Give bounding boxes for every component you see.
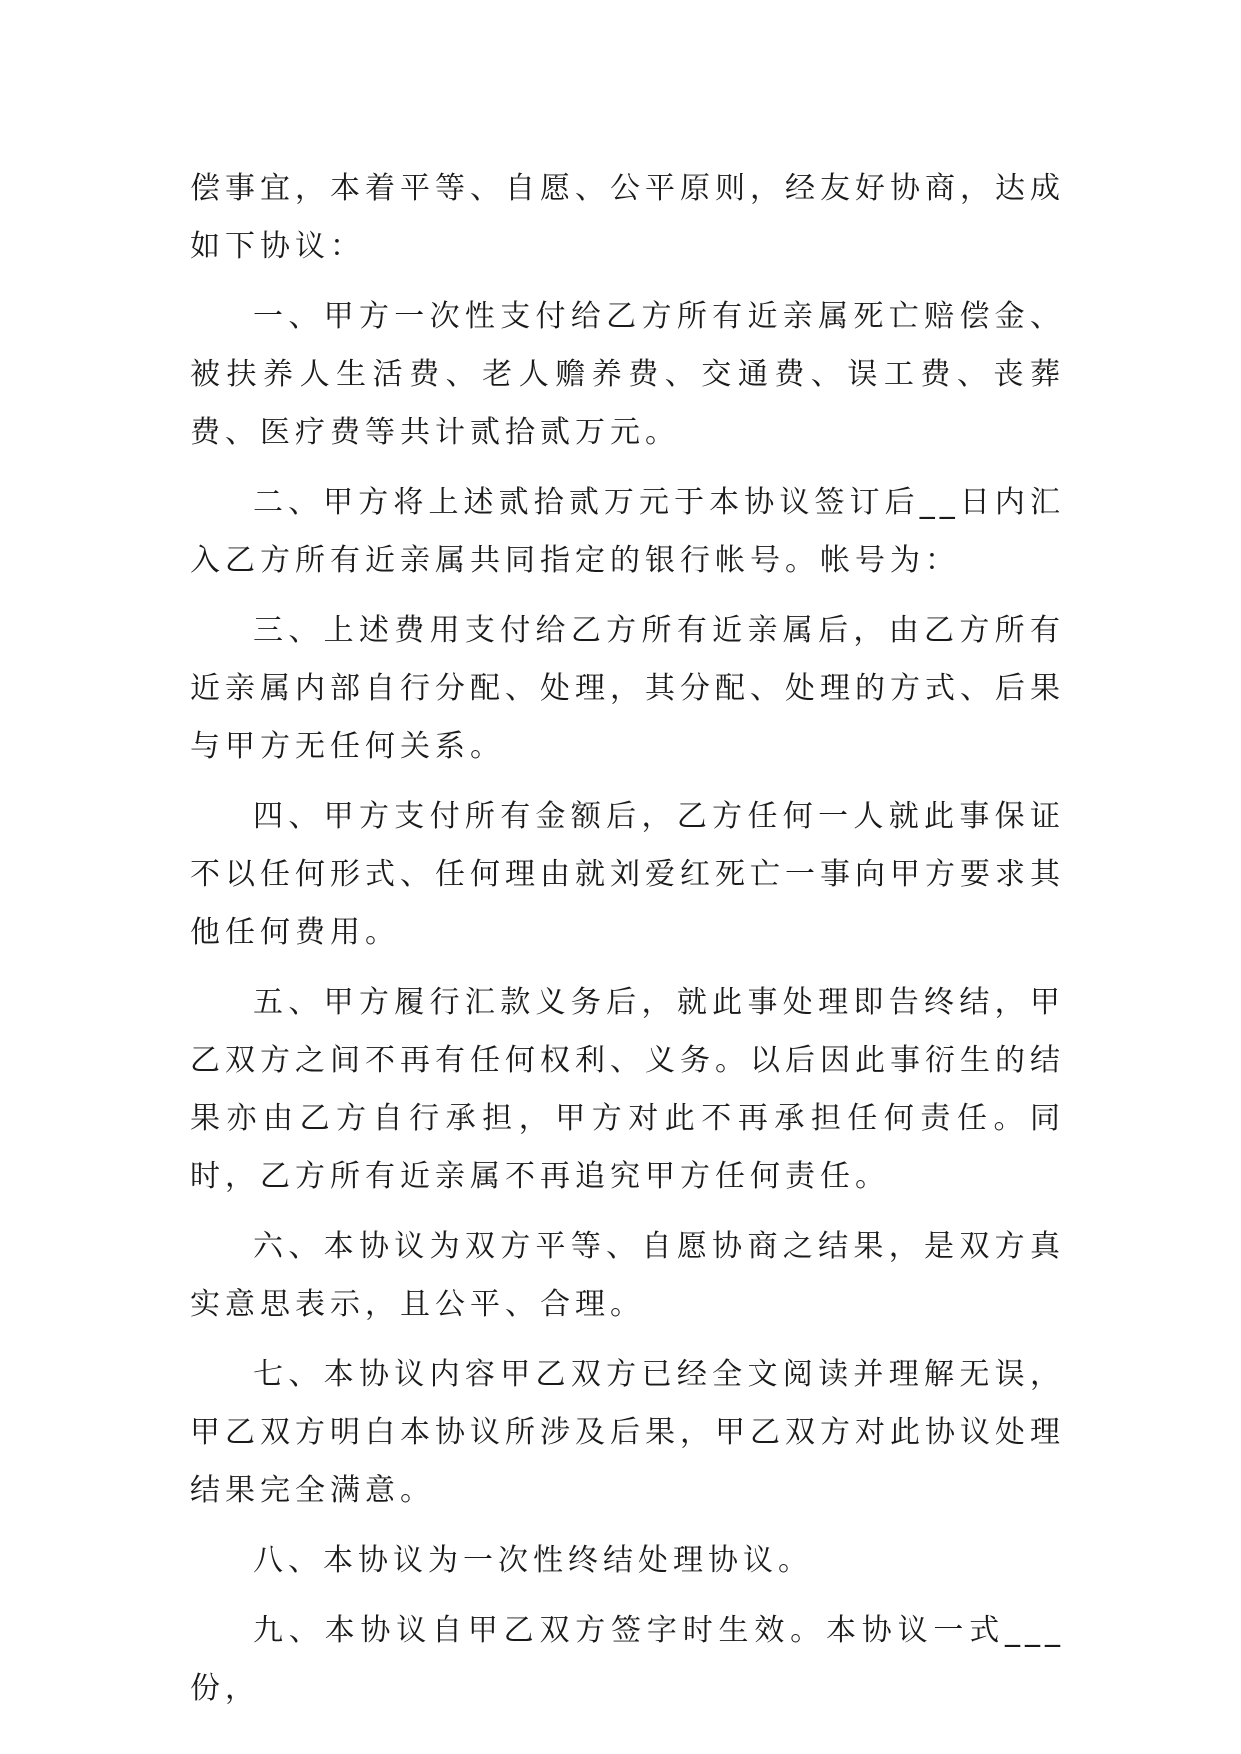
clause-2: 二、甲方将上述贰拾贰万元于本协议签订后__日内汇入乙方所有近亲属共同指定的银行帐号。帐号为： — [190, 485, 1065, 578]
clause-3: 三、上述费用支付给乙方所有近亲属后，由乙方所有近亲属内部自行分配、处理，其分配、处理的方式、后果与甲方无任何关系。 — [190, 613, 1065, 764]
agreement-body — [190, 160, 1065, 1730]
paragraph-continuation: 偿事宜，本着平等、自愿、公平原则，经友好协商，达成如下协议： — [190, 171, 1065, 264]
clause-8: 八、本协议为一次性终结处理协议。 — [253, 1543, 813, 1578]
clause-4: 四、甲方支付所有金额后，乙方任何一人就此事保证不以任何形式、任何理由就刘爱红死亡一事向甲方要求其他任何费用。 — [190, 799, 1065, 950]
clause-5: 五、甲方履行汇款义务后，就此事处理即告终结，甲乙双方之间不再有任何权利、义务。以后因此事衍生的结果亦由乙方自行承担，甲方对此不再承担任何责任。同时，乙方所有近亲属不再追究甲方任何责任。 — [190, 985, 1065, 1194]
clause-6: 六、本协议为双方平等、自愿协商之结果，是双方真实意思表示，且公平、合理。 — [190, 1229, 1065, 1322]
clause-1: 一、甲方一次性支付给乙方所有近亲属死亡赔偿金、被扶养人生活费、老人赡养费、交通费、误工费、丧葬费、医疗费等共计贰拾贰万元。 — [190, 299, 1065, 450]
clause-9: 九、本协议自甲乙双方签字时生效。本协议一式___份， — [190, 1613, 1065, 1706]
clause-7: 七、本协议内容甲乙双方已经全文阅读并理解无误，甲乙双方明白本协议所涉及后果，甲乙双方对此协议处理结果完全满意。 — [190, 1357, 1065, 1508]
